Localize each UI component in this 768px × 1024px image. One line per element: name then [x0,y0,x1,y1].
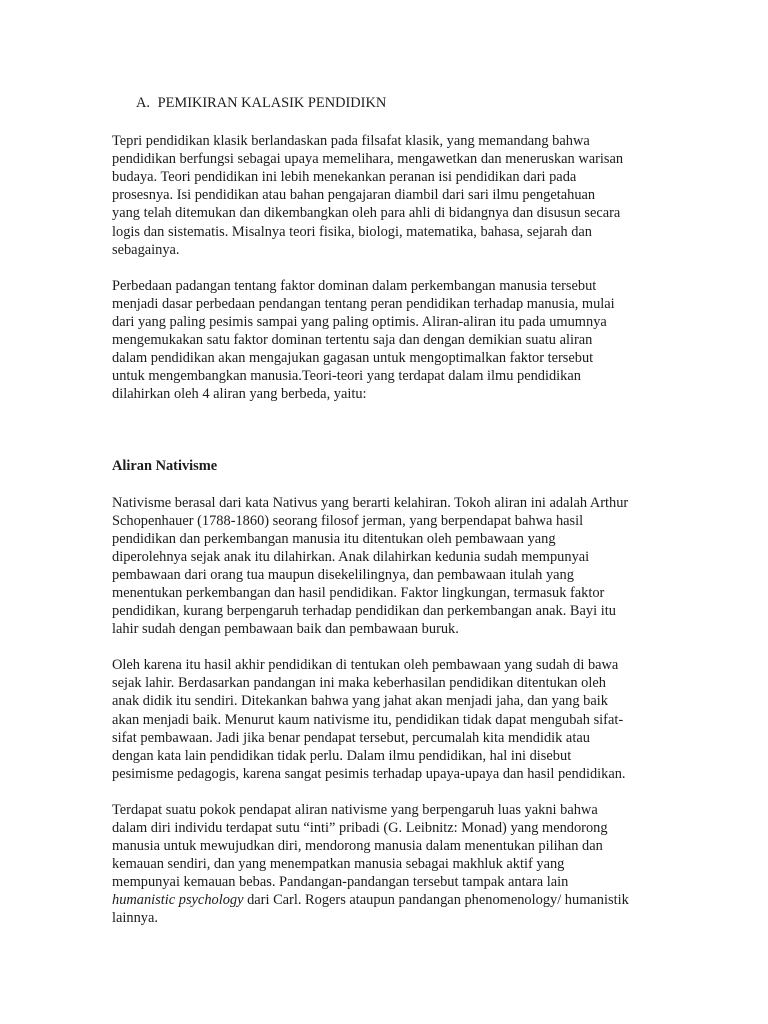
text-line: Tepri pendidikan klasik berlandaskan pada filsafat klasik, yang memandang bahwa [112,133,590,150]
text-line: Terdapat suatu pokok pendapat aliran nativisme yang berpengaruh luas yakni bahwa [112,801,598,818]
text-line: Schopenhauer (1788-1860) seorang filosof jerman, yang berpendapat bahwa hasil [112,512,584,529]
text-line: lahir sudah dengan pembawaan baik dan pembawaan buruk. [112,621,459,638]
paragraph-dominant-factor [112,277,660,404]
text-line: prosesnya. Isi pendidikan atau bahan pengajaran diambil dari sari ilmu pengetahuan [112,187,596,204]
document-page [112,94,660,946]
text-line: yang telah ditemukan dan dikembangkan oleh para ahli di bidangnya dan disusun secara [112,205,621,222]
text-line: mempunyai kemauan bebas. Pandangan-pandangan tersebut tampak antara lain [112,874,569,891]
text-line: pendidikan dan perkembangan manusia itu ditentukan oleh pembawaan yang [112,530,556,547]
text-line: sebagainya. [112,241,180,258]
text-line: sifat pembawaan. Jadi jika benar pendapat tersebut, percumalah kita mendidik atau [112,729,590,746]
text-line: pendidikan berfungsi sebagai upaya memelihara, mengawetkan dan meneruskan warisan [112,151,624,168]
text-fragment: dari Carl. Rogers ataupun pandangan phenomenology/ humanistik [243,892,629,909]
text-line: anak didik itu sendiri. Ditekankan bahwa yang jahat akan menjadi jaha, dan yang baik [112,693,608,710]
text-line: lainnya. [112,910,158,927]
text-line: menjadi dasar perbedaan pendangan tentang peran pendidikan terhadap manusia, mulai [112,295,615,312]
blank-space [112,421,660,457]
text-line: pesimisme pedagogis, karena sangat pesimis terhadap upaya-upaya dan hasil pendidikan. [112,765,626,782]
text-line: pendidikan, kurang berpengaruh terhadap pendidikan dan perkembangan anak. Bayi itu [112,603,616,620]
text-line: dilahirkan oleh 4 aliran yang berbeda, yaitu: [112,386,367,403]
text-line [112,891,660,909]
text-line: pembawaan dari orang tua maupun disekelilingnya, dan pembawaan itulah yang [112,566,574,583]
paragraph-nativisme-definition [112,494,660,639]
text-line: budaya. Teori pendidikan ini lebih menekankan peranan isi pendidikan dari pada [112,169,577,186]
text-line: manusia untuk mewujudkan diri, mendorong manusia dalam menentukan pilihan dan [112,838,603,855]
paragraph-inti-pribadi [112,801,660,928]
section-title: PEMIKIRAN KALASIK PENDIDIKN [157,95,387,111]
text-line: mengemukakan satu faktor dominan tertentu saja dan dengan demikian suatu aliran [112,332,593,349]
text-line: Oleh karena itu hasil akhir pendidikan di tentukan oleh pembawaan yang sudah di bawa [112,657,619,674]
text-line: menentukan perkembangan dan hasil pendidikan. Faktor lingkungan, termasuk faktor [112,584,605,601]
paragraph-classical-theory [112,132,660,259]
italic-term: humanistic psychology [112,892,244,909]
text-line: dengan kata lain pendidikan tidak perlu. Dalam ilmu pendidikan, hal ini disebut [112,747,572,764]
text-line: sejak lahir. Berdasarkan pandangan ini maka keberhasilan pendidikan ditentukan oleh [112,675,606,692]
text-line: akan menjadi baik. Menurut kaum nativisme itu, pendidikan tidak dapat mengubah sifat- [112,711,624,728]
section-heading-a [112,94,660,112]
text-line: diperolehnya sejak anak itu dilahirkan. Anak dilahirkan kedunia sudah mempunyai [112,548,590,565]
text-line: dalam diri individu terdapat sutu “inti” pribadi (G. Leibnitz: Monad) yang mendorong [112,820,608,836]
paragraph-pesimisme [112,656,660,783]
text-line: kemauan sendiri, dan yang menempatkan manusia sebagai makhluk aktif yang [112,856,565,873]
text-line: dari yang paling pesimis sampai yang paling optimis. Aliran-aliran itu pada umumnya [112,313,607,330]
text-line: logis dan sistematis. Misalnya teori fisika, biologi, matematika, bahasa, sejarah dan [112,223,592,240]
text-line: untuk mengembangkan manusia.Teori-teori yang terdapat dalam ilmu pendidikan [112,368,581,385]
text-line: dalam pendidikan akan mengajukan gagasan untuk mengoptimalkan faktor tersebut [112,350,594,367]
text-line: Nativisme berasal dari kata Nativus yang berarti kelahiran. Tokoh aliran ini adalah Arthur [112,494,629,511]
section-number: A. [136,95,150,111]
text-line: Perbedaan padangan tentang faktor dominan dalam perkembangan manusia tersebut [112,277,597,294]
section-heading-nativisme: Aliran Nativisme [112,458,218,475]
